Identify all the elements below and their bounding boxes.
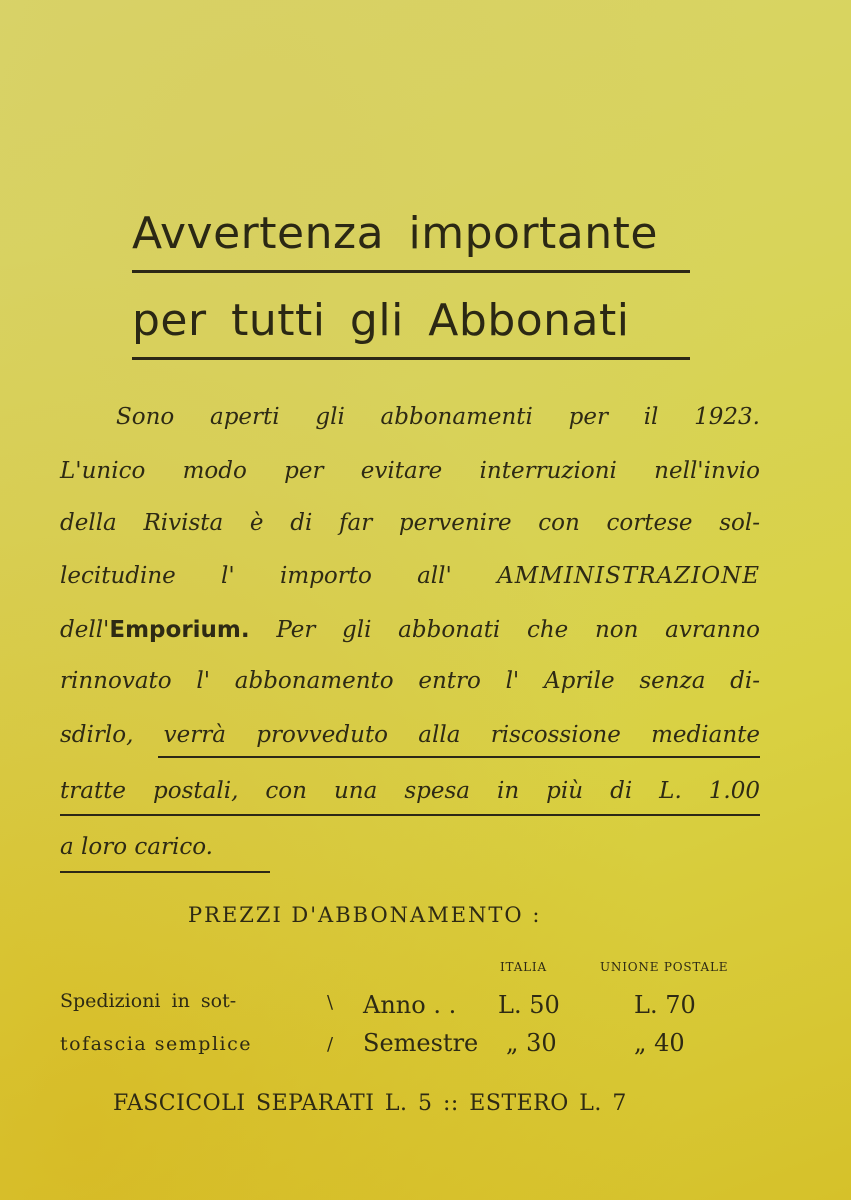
brace-top: \ bbox=[327, 992, 334, 1013]
column-header-unione-postale: UNIONE POSTALE bbox=[600, 960, 729, 974]
unione-anno-price: L. 70 bbox=[634, 991, 696, 1019]
notice-line-4-text: lecitudine l' importo all' bbox=[60, 563, 452, 589]
notice-line-8: tratte postali, con una spesa in più di L. 1.00 bbox=[60, 778, 760, 804]
underline-rule-2 bbox=[60, 814, 760, 816]
notice-line-5-text: Per gli abbonati che non avranno bbox=[276, 617, 760, 643]
anno-label: Anno . . bbox=[363, 991, 457, 1019]
heading-rule-2 bbox=[132, 357, 690, 360]
heading-line-1: Avvertenza importante bbox=[132, 208, 658, 259]
italia-anno-price: L. 50 bbox=[498, 991, 560, 1019]
footer-single-issues: FASCICOLI SEPARATI L. 5 :: ESTERO L. 7 bbox=[113, 1091, 627, 1116]
notice-line-4 bbox=[60, 565, 760, 588]
notice-line-5 bbox=[60, 619, 760, 642]
brace-bottom: / bbox=[327, 1034, 334, 1055]
notice-line-1: Sono aperti gli abbonamenti per il 1923. bbox=[116, 404, 760, 430]
notice-line-7: sdirlo, verrà provveduto alla riscossione mediante bbox=[60, 722, 760, 748]
underline-rule-3 bbox=[60, 871, 270, 873]
notice-line-9: a loro carico. bbox=[60, 834, 213, 860]
notice-line-2: L'unico modo per evitare interruzioni nell'invio bbox=[60, 458, 760, 484]
shipping-label-line-1: Spedizioni in sot- bbox=[60, 990, 237, 1012]
italia-semestre-price: „ 30 bbox=[506, 1029, 557, 1057]
semestre-label: Semestre bbox=[363, 1029, 479, 1057]
shipping-label-line-2: tofascia semplice bbox=[60, 1033, 252, 1055]
administration-word: AMMINISTRAZIONE bbox=[497, 563, 760, 589]
heading-rule-1 bbox=[132, 270, 690, 273]
underline-rule-1 bbox=[158, 756, 760, 758]
emporium-name: Emporium. bbox=[109, 617, 250, 643]
prices-title: PREZZI D'ABBONAMENTO : bbox=[188, 903, 542, 927]
notice-line-5-prefix: dell' bbox=[60, 617, 110, 643]
column-header-italia: ITALIA bbox=[500, 960, 547, 974]
notice-line-3: della Rivista è di far pervenire con cortese sol- bbox=[60, 510, 760, 536]
unione-semestre-price: „ 40 bbox=[634, 1029, 685, 1057]
notice-line-6: rinnovato l' abbonamento entro l' Aprile senza di- bbox=[60, 668, 760, 694]
heading-line-2: per tutti gli Abbonati bbox=[132, 295, 630, 346]
